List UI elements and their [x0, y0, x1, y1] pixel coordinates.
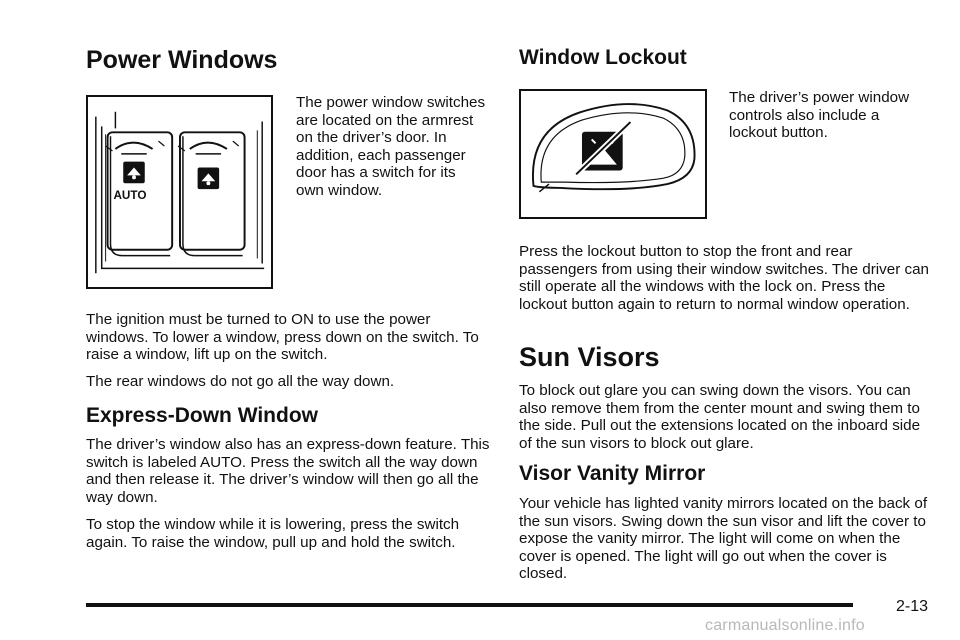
sun-visors-paragraph: To block out glare you can swing down the visors. You can also remove them from the center mount and swing them to the side. Pull out the extensions located on the inboard side of the sun visors to block out glare. [519, 382, 921, 452]
window-lockout-heading: Window Lockout [519, 46, 687, 69]
footer-rule [86, 603, 853, 607]
power-windows-heading: Power Windows [86, 46, 278, 74]
express-down-heading: Express-Down Window [86, 404, 318, 427]
page-number: 2-13 [896, 598, 929, 615]
sun-visors-heading: Sun Visors [519, 342, 660, 372]
visor-vanity-mirror-paragraph: Your vehicle has lighted vanity mirrors located on the back of the sun visors. Swing down the sun visor and lift the cover to expose the vanity mirror. The light will come on when the cover is opened. The light will go out when the cover is closed. [519, 495, 928, 583]
express-down-paragraph-1: The driver’s window also has an express-down feature. This switch is labeled AUTO. Press the switch all the way down and then release it. The driver’s window will then go all the way down. [86, 436, 490, 506]
window-switch-illustration [88, 97, 271, 287]
power-windows-paragraph-1: The ignition must be turned to ON to use the power windows. To lower a window, press down on the switch. To raise a window, lift up on the switch. [86, 311, 479, 364]
express-down-paragraph-2: To stop the window while it is lowering, press the switch again. To raise the window, pull up and hold the switch. [86, 516, 460, 551]
watermark: carmanualsonline.info [705, 617, 865, 634]
visor-vanity-mirror-heading: Visor Vanity Mirror [519, 462, 706, 485]
power-windows-paragraph-2: The rear windows do not go all the way down. [86, 373, 395, 390]
lockout-button-illustration [521, 91, 705, 217]
window-switch-figure [86, 95, 273, 289]
power-windows-intro: The power window switches are located on the armrest on the driver’s door. In addition, each passenger door has a switch for its own window. [296, 94, 486, 199]
auto-label: AUTO [113, 188, 147, 202]
window-lockout-paragraph: Press the lockout button to stop the front and rear passengers from using their window switches. The driver can still operate all the windows with the lock on. Press the lockout button again to return to normal window operation. [519, 243, 929, 313]
window-lockout-intro: The driver’s power window controls also include a lockout button. [729, 89, 910, 142]
lockout-button-figure [519, 89, 707, 219]
